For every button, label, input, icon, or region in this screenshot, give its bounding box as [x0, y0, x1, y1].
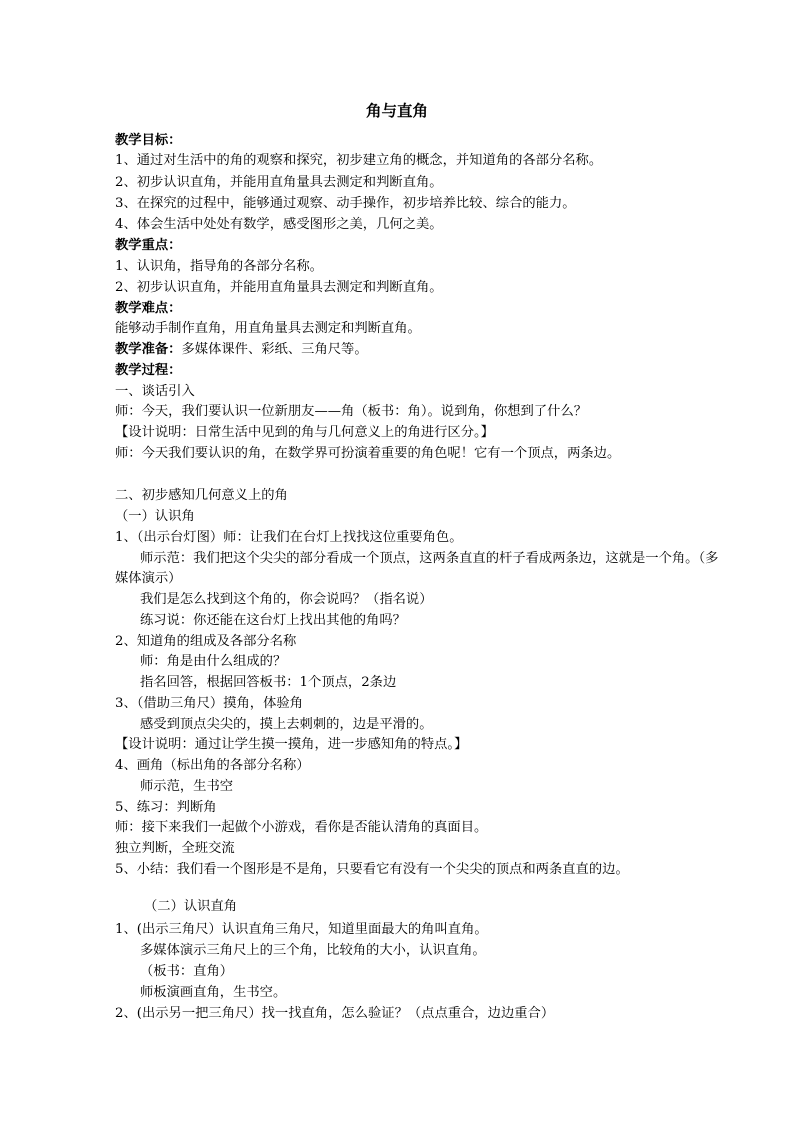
text-line: 1、认识角，指导角的各部分名称。 [115, 259, 323, 274]
text-line: 多媒体演示三角尺上的三个角，比较角的大小，认识直角。 [140, 943, 486, 958]
text-line: 师板演画直角，生书空。 [140, 985, 287, 1000]
document-title: 角与直角 [365, 101, 428, 120]
text-line: 1、（出示台灯图）师：让我们在台灯上找找这位重要角色。 [115, 530, 463, 545]
heading-preparation: 教学准备： [115, 342, 182, 357]
design-note: 【设计说明：日常生活中见到的角与几何意义上的角进行区分。】 [115, 425, 494, 440]
text-line: 我们是怎么找到这个角的，你会说吗？（指名说） [140, 592, 433, 607]
text-line: 1、(出示三角尺）认识直角三角尺，知道里面最大的角叫直角。 [115, 922, 488, 937]
text-line: 2、初步认识直角，并能用直角量具去测定和判断直角。 [115, 175, 443, 190]
text-line: 3、（借助三角尺）摸角，体验角 [115, 696, 303, 711]
heading-key-points: 教学重点： [115, 238, 182, 253]
preparation-line [115, 341, 368, 359]
section-heading: 一、谈话引入 [115, 384, 195, 399]
text-line: 练习说：你还能在这台灯上找出其他的角吗？ [140, 613, 406, 628]
text-line: 独立判断，全班交流 [115, 841, 235, 856]
text-line: 1、通过对生活中的角的观察和探究，初步建立角的概念，并知道角的各部分名称。 [115, 153, 603, 168]
text-line: 师示范，生书空 [140, 779, 234, 794]
text-line: 师：今天，我们要认识一位新朋友——角（板书：角）。说到角，你想到了什么？ [115, 404, 588, 419]
text-line: 师：角是由什么组成的？ [140, 654, 287, 669]
heading-objectives: 教学目标： [115, 133, 182, 148]
text-line: （板书：直角） [140, 964, 234, 979]
subsection-heading: （一）认识角 [115, 509, 195, 524]
preparation-text: 多媒体课件、彩纸、三角尺等。 [181, 342, 368, 357]
text-line: 2、知道角的组成及各部分名称 [115, 634, 297, 649]
text-line: 5、练习：判断角 [115, 800, 217, 815]
section-heading: 二、初步感知几何意义上的角 [115, 488, 288, 503]
heading-difficulties: 教学难点： [115, 301, 182, 316]
design-note: 【设计说明：通过让学生摸一摸角，进一步感知角的特点。】 [115, 737, 468, 752]
text-line: 3、在探究的过程中，能够通过观察、动手操作，初步培养比较、综合的能力。 [115, 196, 576, 211]
text-line: 2、初步认识直角，并能用直角量具去测定和判断直角。 [115, 280, 443, 295]
text-line: 4、画角（标出角的各部分名称） [115, 758, 310, 773]
text-line: 师示范：我们把这个尖尖的部分看成一个顶点，这两条直直的杆子看成两条边，这就是一个角。（多 [140, 551, 719, 566]
text-line: 指名回答，根据回答板书：1个顶点，2条边 [140, 675, 397, 690]
text-line: 5、小结：我们看一个图形是不是角，只要看它有没有一个尖尖的顶点和两条直直的边。 [115, 862, 629, 877]
text-line: 感受到顶点尖尖的，摸上去刺刺的，边是平滑的。 [140, 717, 433, 732]
text-line: 2、(出示另一把三角尺）找一找直角，怎么验证？（点点重合，边边重合） [115, 1006, 555, 1021]
subsection-heading: （二）认识直角 [144, 899, 238, 914]
text-line: 师：接下来我们一起做个小游戏，看你是否能认清角的真面目。 [115, 820, 488, 835]
heading-process: 教学过程： [115, 363, 182, 378]
text-line: 能够动手制作直角，用直角量具去测定和判断直角。 [115, 321, 421, 336]
text-line: 师：今天我们要认识的角，在数学界可扮演着重要的角色呢！它有一个顶点，两条边。 [115, 446, 621, 461]
text-line: 4、体会生活中处处有数学，感受图形之美，几何之美。 [115, 217, 443, 232]
text-line: 媒体演示） [115, 571, 182, 586]
